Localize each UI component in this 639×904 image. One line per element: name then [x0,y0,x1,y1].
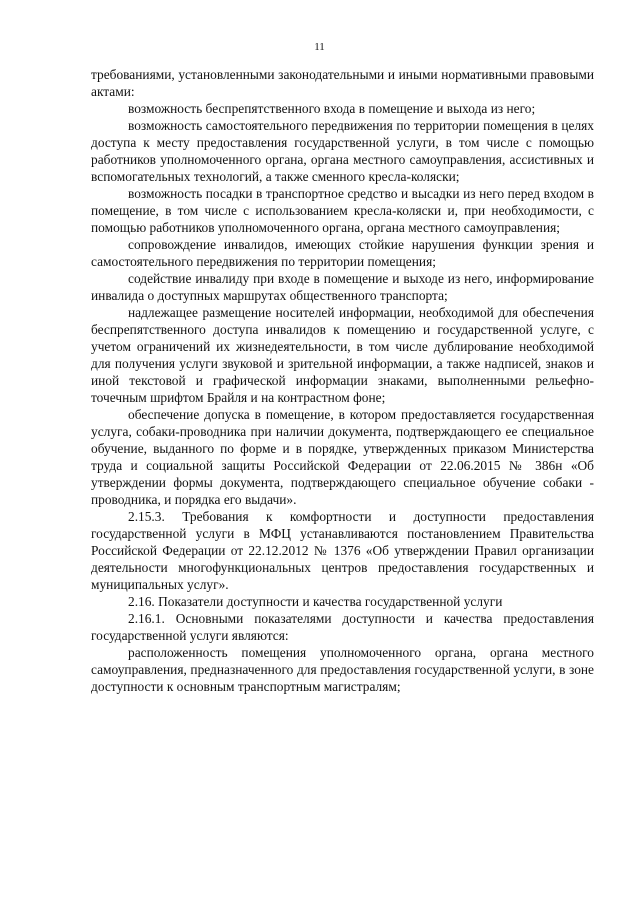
paragraph-section-2-16-1: 2.16.1. Основными показателями доступности и качества предоставления государственной услуги являются: [91,611,594,643]
paragraph-guide-dog: обеспечение допуска в помещение, в котором предоставляется государственная услуга, собаки-проводника при наличии документа, подтверждающего ее специальное обучение, выданного по форме и в порядке, утвержденных приказом Министерства труда и социальной защиты Российской Федерации от 22.06.2015 № 386н «Об утверждении формы документа, подтверждающего специальное обучение собаки - проводника, и порядка его выдачи». [91,407,594,507]
paragraph-vehicle-boarding: возможность посадки в транспортное средство и высадки из него перед входом в помещение, в том числе с использованием кресла-коляски и, при необходимости, с помощью работников уполномоченного органа, органа местного самоуправления; [91,186,594,235]
paragraph-location: расположенность помещения уполномоченного органа, органа местного самоуправления, предназначенного для предоставления государственной услуги, в зоне доступности к основным транспортным магистралям; [91,645,594,694]
paragraph-accompaniment: сопровождение инвалидов, имеющих стойкие нарушения функции зрения и самостоятельного передвижения по территории помещения; [91,237,594,269]
page-number: 11 [314,41,325,53]
paragraph-information-placement: надлежащее размещение носителей информации, необходимой для обеспечения беспрепятственного доступа инвалидов к помещению и государственной услуге, с учетом ограничений их жизнедеятельности, в том числе дублирование необходимой для получения услуги звуковой и зрительной информации, а также надписей, знаков и иной текстовой и графической информации знаками, выполненными рельефно-точечным шрифтом Брайля и на контрастном фоне; [91,305,594,405]
paragraph-independent-movement: возможность самостоятельного передвижения по территории помещения в целях доступа к месту предоставления государственной услуги, в том числе с помощью работников уполномоченного органа, органа местного самоуправления, ассистивных и вспомогательных технологий, а также сменного кресла-коляски; [91,118,594,184]
paragraph-assistance: содействие инвалиду при входе в помещение и выходе из него, информирование инвалида о доступных маршрутах общественного транспорта; [91,271,594,303]
paragraph-entrance-access: возможность беспрепятственного входа в помещение и выхода из него; [128,101,536,116]
paragraph-section-2-15-3: 2.15.3. Требования к комфортности и доступности предоставления государственной услуги в МФЦ устанавливаются постановлением Правительства Российской Федерации от 22.12.2012 № 1376 «Об утверждении Правил организации деятельности многофункциональных центров предоставления государственных и муниципальных услуг». [91,509,594,592]
section-heading-2-16: 2.16. Показатели доступности и качества государственной услуги [128,594,503,609]
document-body [91,66,594,695]
paragraph-continuation: требованиями, установленными законодательными и иными нормативными правовыми актами: [91,67,594,99]
